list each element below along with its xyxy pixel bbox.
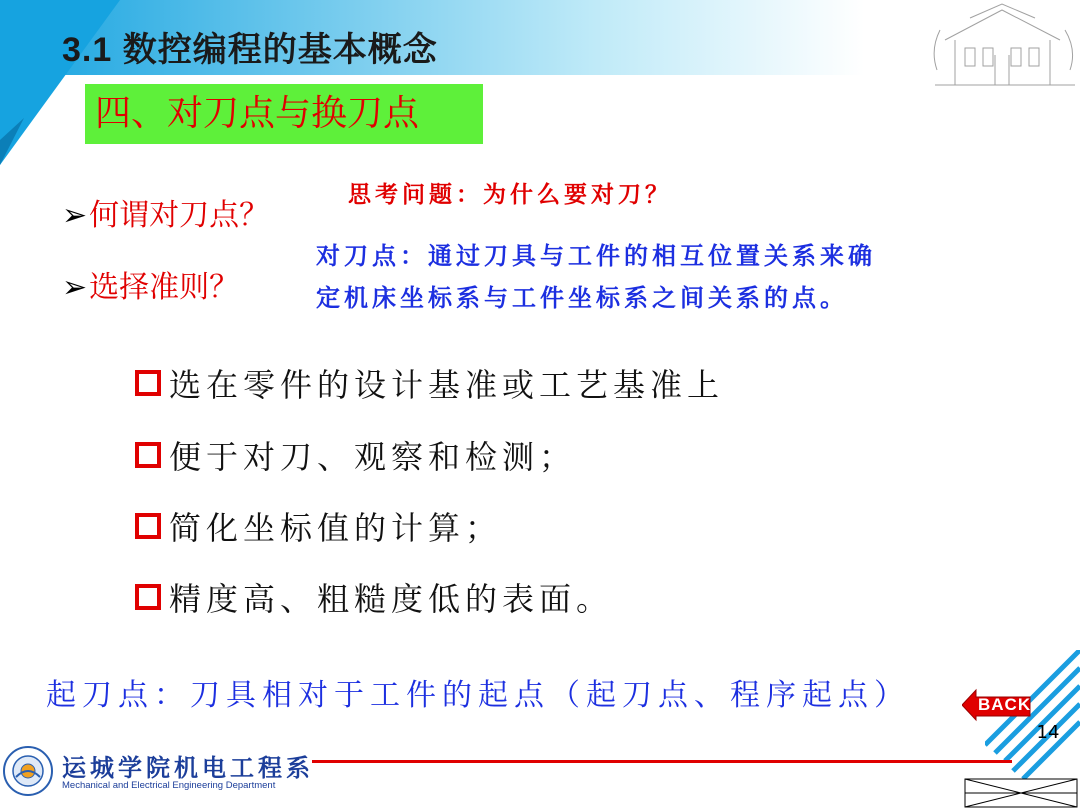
start-point-definition: 起刀点：刀具相对于工件的起点（起刀点、程序起点）	[46, 678, 910, 713]
footer-divider	[312, 760, 1012, 763]
criteria-text: 精度高、粗糙度低的表面。	[169, 580, 614, 618]
criteria-item	[135, 360, 724, 406]
back-button[interactable]	[962, 688, 1032, 722]
arrow-bullet-icon: ➢	[62, 270, 88, 305]
definition-line: 对刀点：通过刀具与工件的相互位置关系来确	[316, 241, 876, 270]
page-number: 14	[1036, 722, 1060, 743]
arrow-bullet-icon: ➢	[62, 198, 88, 233]
question-label: 何谓对刀点？	[89, 198, 270, 233]
criteria-text: 选在零件的设计基准或工艺基准上	[169, 366, 725, 404]
department-name: Mechanical and Electrical Engineering Department	[62, 780, 276, 791]
footer-crossed-box	[964, 778, 1078, 808]
school-seal-logo	[2, 745, 54, 797]
definition-text	[316, 235, 876, 319]
criteria-item	[135, 432, 576, 478]
checkbox-bullet-icon	[135, 370, 161, 396]
question-label: 选择准则？	[89, 270, 240, 305]
question-item	[62, 190, 269, 234]
page-title: 3.1 数控编程的基本概念	[62, 31, 438, 69]
criteria-item	[135, 574, 613, 620]
section-title-badge: 四、对刀点与换刀点	[85, 84, 483, 144]
criteria-text: 简化坐标值的计算；	[169, 509, 503, 547]
criteria-text: 便于对刀、观察和检测；	[169, 438, 577, 476]
checkbox-bullet-icon	[135, 584, 161, 610]
campus-building-illustration	[925, 0, 1080, 92]
thinking-question: 思考问题：为什么要对刀？	[348, 181, 672, 208]
back-button-label: BACK	[978, 695, 1032, 714]
checkbox-bullet-icon	[135, 442, 161, 468]
criteria-item	[135, 503, 502, 549]
question-item	[62, 262, 239, 306]
checkbox-bullet-icon	[135, 513, 161, 539]
definition-line: 定机床坐标系与工件坐标系之间关系的点。	[316, 283, 848, 312]
school-name: 运城学院机电工程系	[62, 753, 314, 782]
